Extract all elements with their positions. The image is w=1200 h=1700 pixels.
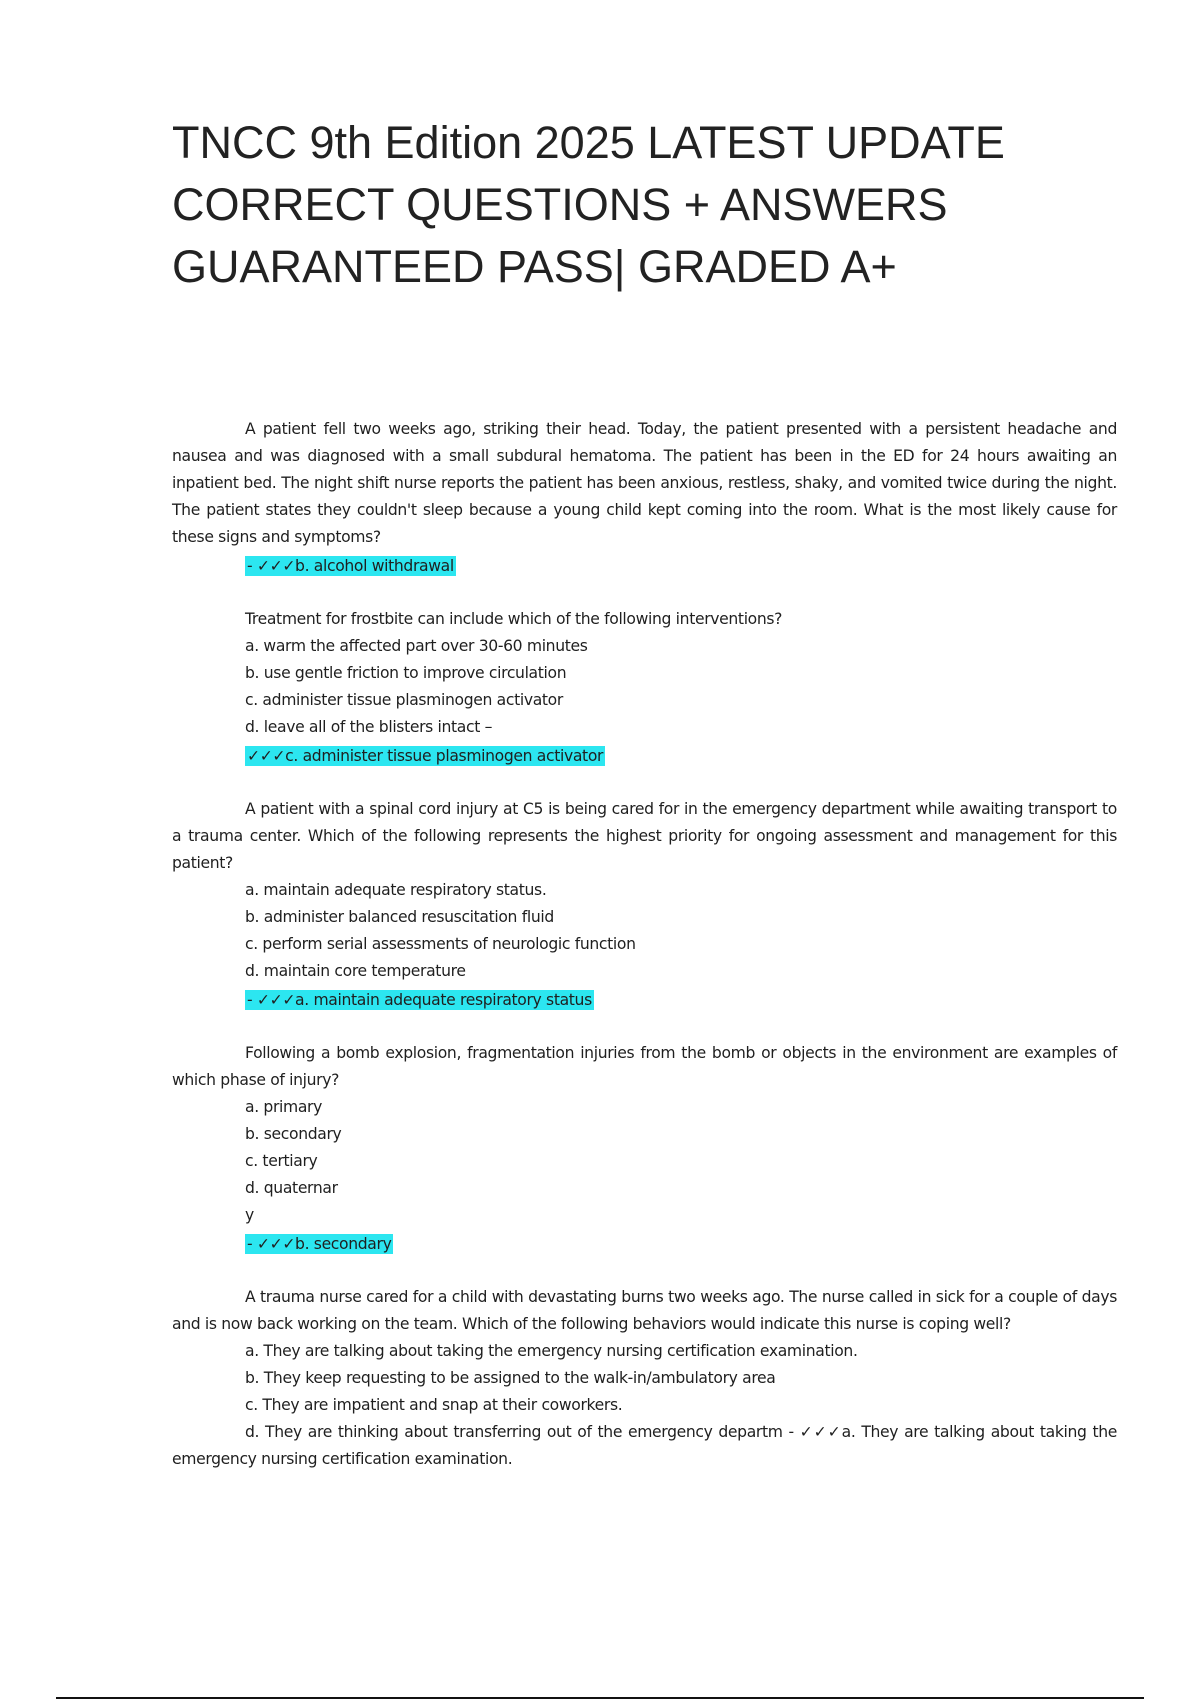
- answer-option: a. maintain adequate respiratory status.: [245, 881, 547, 899]
- question-4: [172, 1040, 1117, 1257]
- answer-option: b. They keep requesting to be assigned to the walk-in/ambulatory area: [245, 1369, 776, 1387]
- question-text: Following a bomb explosion, fragmentation injuries from the bomb or objects in the environment are examples of which phase of injury?: [172, 1044, 1117, 1089]
- question-text: A patient fell two weeks ago, striking their head. Today, the patient presented with a persistent headache and nausea and was diagnosed with a small subdural hematoma. The patient has been in the ED for 24 hours awaiting an inpatient bed. The night shift nurse reports the patient has been anxious, restless, shaky, and vomited twice during the night. The patient states they couldn't sleep because a young child kept coming into the room. What is the most likely cause for these signs and symptoms?: [172, 420, 1117, 546]
- question-5: [172, 1284, 1117, 1473]
- answer-option: c. tertiary: [245, 1152, 318, 1170]
- answer-option: y: [245, 1206, 254, 1224]
- answer-option: c. administer tissue plasminogen activator: [245, 691, 563, 709]
- highlighted-answer: ✓✓✓c. administer tissue plasminogen activator: [247, 747, 604, 765]
- highlighted-answer: - ✓✓✓b. secondary: [247, 1235, 392, 1253]
- answer-option: d. leave all of the blisters intact –: [245, 718, 493, 736]
- answer-option: a. warm the affected part over 30-60 minutes: [245, 637, 588, 655]
- question-2: [172, 606, 1117, 769]
- question-text: A patient with a spinal cord injury at C5 is being cared for in the emergency department while awaiting transport to a trauma center. Which of the following represents the highest priority for ongoing assessment and management for this patient?: [172, 800, 1117, 872]
- answer-option-with-answer: d. They are thinking about transferring out of the emergency departm - ✓✓✓a. They are talking about taking the emergency nursing certification examination.: [172, 1423, 1117, 1468]
- question-text: Treatment for frostbite can include which of the following interventions?: [245, 610, 783, 628]
- answer-option: a. They are talking about taking the emergency nursing certification examination.: [245, 1342, 858, 1360]
- page-title: TNCC 9th Edition 2025 LATEST UPDATE CORRECT QUESTIONS + ANSWERS GUARANTEED PASS| GRADED A+: [172, 117, 1005, 292]
- answer-option: b. secondary: [245, 1125, 342, 1143]
- question-text: A trauma nurse cared for a child with devastating burns two weeks ago. The nurse called in sick for a couple of days and is now back working on the team. Which of the following behaviors would indicate this nurse is coping well?: [172, 1288, 1117, 1333]
- answer-option: c. They are impatient and snap at their coworkers.: [245, 1396, 623, 1414]
- answer-option: b. administer balanced resuscitation fluid: [245, 908, 554, 926]
- highlighted-answer: - ✓✓✓b. alcohol withdrawal: [247, 557, 454, 575]
- question-list: [172, 416, 1117, 1500]
- answer-option: d. quaternar: [245, 1179, 338, 1197]
- answer-option: d. maintain core temperature: [245, 962, 466, 980]
- question-3: [172, 796, 1117, 1013]
- question-1: [172, 416, 1117, 579]
- answer-option: a. primary: [245, 1098, 322, 1116]
- answer-option: b. use gentle friction to improve circulation: [245, 664, 567, 682]
- answer-option: c. perform serial assessments of neurologic function: [245, 935, 636, 953]
- highlighted-answer: - ✓✓✓a. maintain adequate respiratory status: [247, 991, 592, 1009]
- footer-divider: [56, 1697, 1144, 1699]
